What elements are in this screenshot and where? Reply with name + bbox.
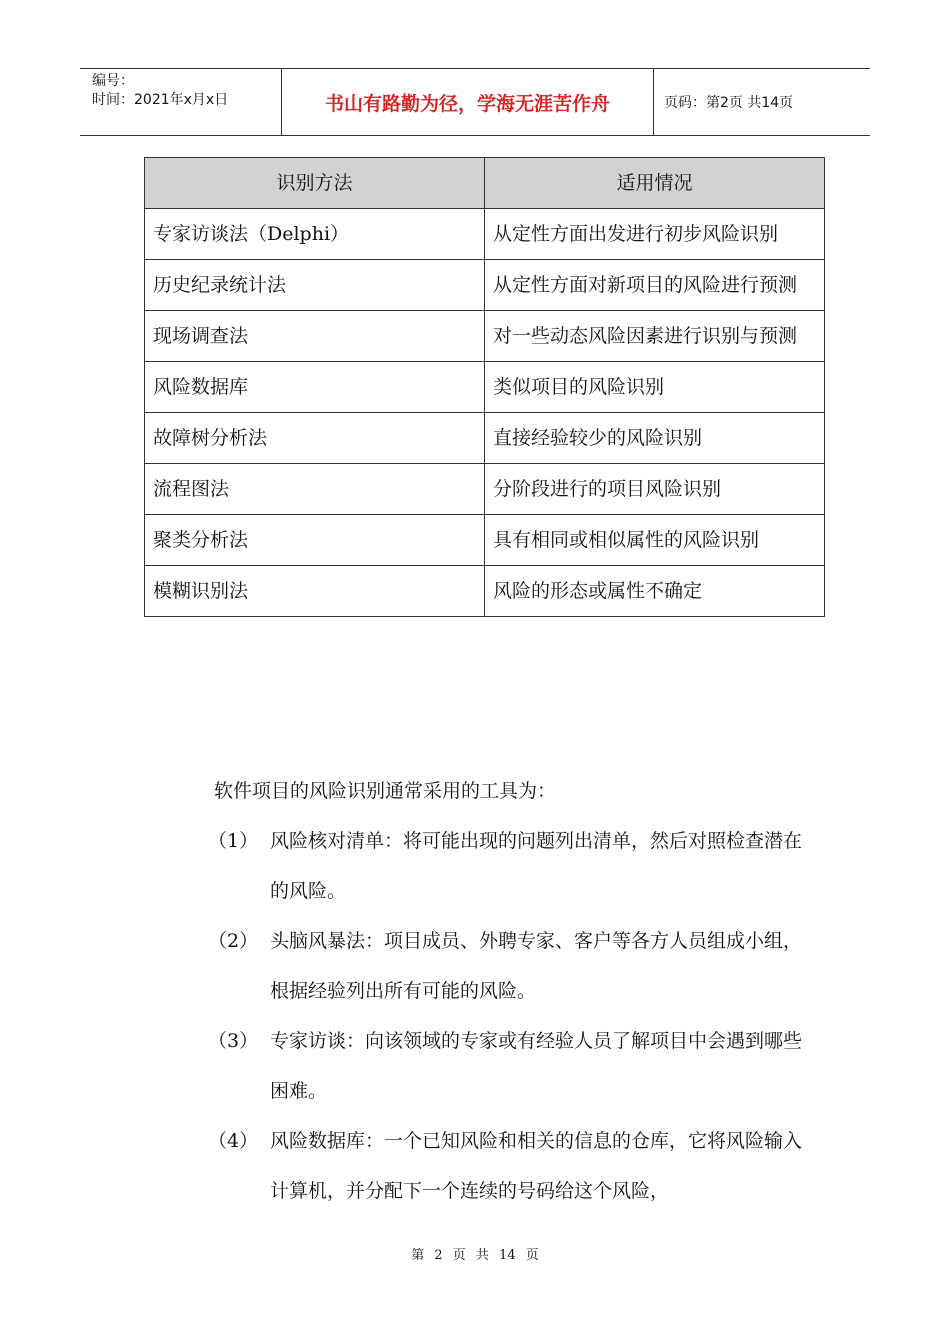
intro-paragraph: 软件项目的风险识别通常采用的工具为： bbox=[214, 780, 557, 802]
list-item bbox=[208, 1116, 818, 1216]
table-cell-method: 历史纪录统计法 bbox=[145, 260, 485, 311]
list-item bbox=[208, 1016, 818, 1116]
page-footer: 第 2 页 共 14 页 bbox=[411, 1248, 539, 1263]
table-row bbox=[145, 209, 825, 260]
list-item-text: 头脑风暴法：项目成员、外聘专家、客户等各方人员组成小组，根据经验列出所有可能的风险。 bbox=[270, 930, 803, 1002]
table-row bbox=[145, 260, 825, 311]
table-header-cell: 适用情况 bbox=[485, 158, 825, 209]
list-item-text: 专家访谈：向该领域的专家或有经验人员了解项目中会遇到哪些困难。 bbox=[270, 1030, 803, 1102]
table-cell-method: 专家访谈法（Delphi） bbox=[145, 209, 485, 260]
table-cell-usage: 类似项目的风险识别 bbox=[485, 362, 825, 413]
list-item-text: 风险数据库：一个已知风险和相关的信息的仓库，它将风险输入计算机，并分配下一个连续的号码给这个风险， bbox=[270, 1130, 803, 1202]
list-item-number: （1） bbox=[208, 830, 259, 852]
table-header-row bbox=[145, 158, 825, 209]
table-row bbox=[145, 311, 825, 362]
table-cell-usage: 直接经验较少的风险识别 bbox=[485, 413, 825, 464]
table-cell-usage: 对一些动态风险因素进行识别与预测 bbox=[485, 311, 825, 362]
table-row bbox=[145, 515, 825, 566]
page-header bbox=[80, 68, 870, 136]
table-cell-method: 现场调查法 bbox=[145, 311, 485, 362]
header-number-label: 编号： bbox=[92, 73, 134, 89]
table-cell-usage: 从定性方面出发进行初步风险识别 bbox=[485, 209, 825, 260]
table-cell-method: 模糊识别法 bbox=[145, 566, 485, 617]
table-cell-usage: 风险的形态或属性不确定 bbox=[485, 566, 825, 617]
table-row bbox=[145, 566, 825, 617]
table-row bbox=[145, 362, 825, 413]
table-cell-method: 故障树分析法 bbox=[145, 413, 485, 464]
list-item-number: （3） bbox=[208, 1030, 259, 1052]
table-cell-usage: 具有相同或相似属性的风险识别 bbox=[485, 515, 825, 566]
list-item-text: 风险核对清单：将可能出现的问题列出清单，然后对照检查潜在的风险。 bbox=[270, 830, 803, 902]
list-item-number: （2） bbox=[208, 930, 259, 952]
list-item bbox=[208, 816, 818, 916]
list-item-number: （4） bbox=[208, 1130, 259, 1152]
header-page-info: 页码：第2页 共14页 bbox=[664, 95, 794, 111]
table-cell-method: 流程图法 bbox=[145, 464, 485, 515]
risk-identification-table bbox=[144, 157, 825, 617]
header-meta bbox=[80, 69, 282, 135]
table-cell-method: 风险数据库 bbox=[145, 362, 485, 413]
list-item bbox=[208, 916, 818, 1016]
table-cell-usage: 从定性方面对新项目的风险进行预测 bbox=[485, 260, 825, 311]
table-cell-usage: 分阶段进行的项目风险识别 bbox=[485, 464, 825, 515]
header-time-label: 时间：2021年x月x日 bbox=[92, 92, 229, 108]
table-row bbox=[145, 413, 825, 464]
table-row bbox=[145, 464, 825, 515]
table-cell-method: 聚类分析法 bbox=[145, 515, 485, 566]
table-header-cell: 识别方法 bbox=[145, 158, 485, 209]
header-motto: 书山有路勤为径，学海无涯苦作舟 bbox=[282, 69, 654, 135]
